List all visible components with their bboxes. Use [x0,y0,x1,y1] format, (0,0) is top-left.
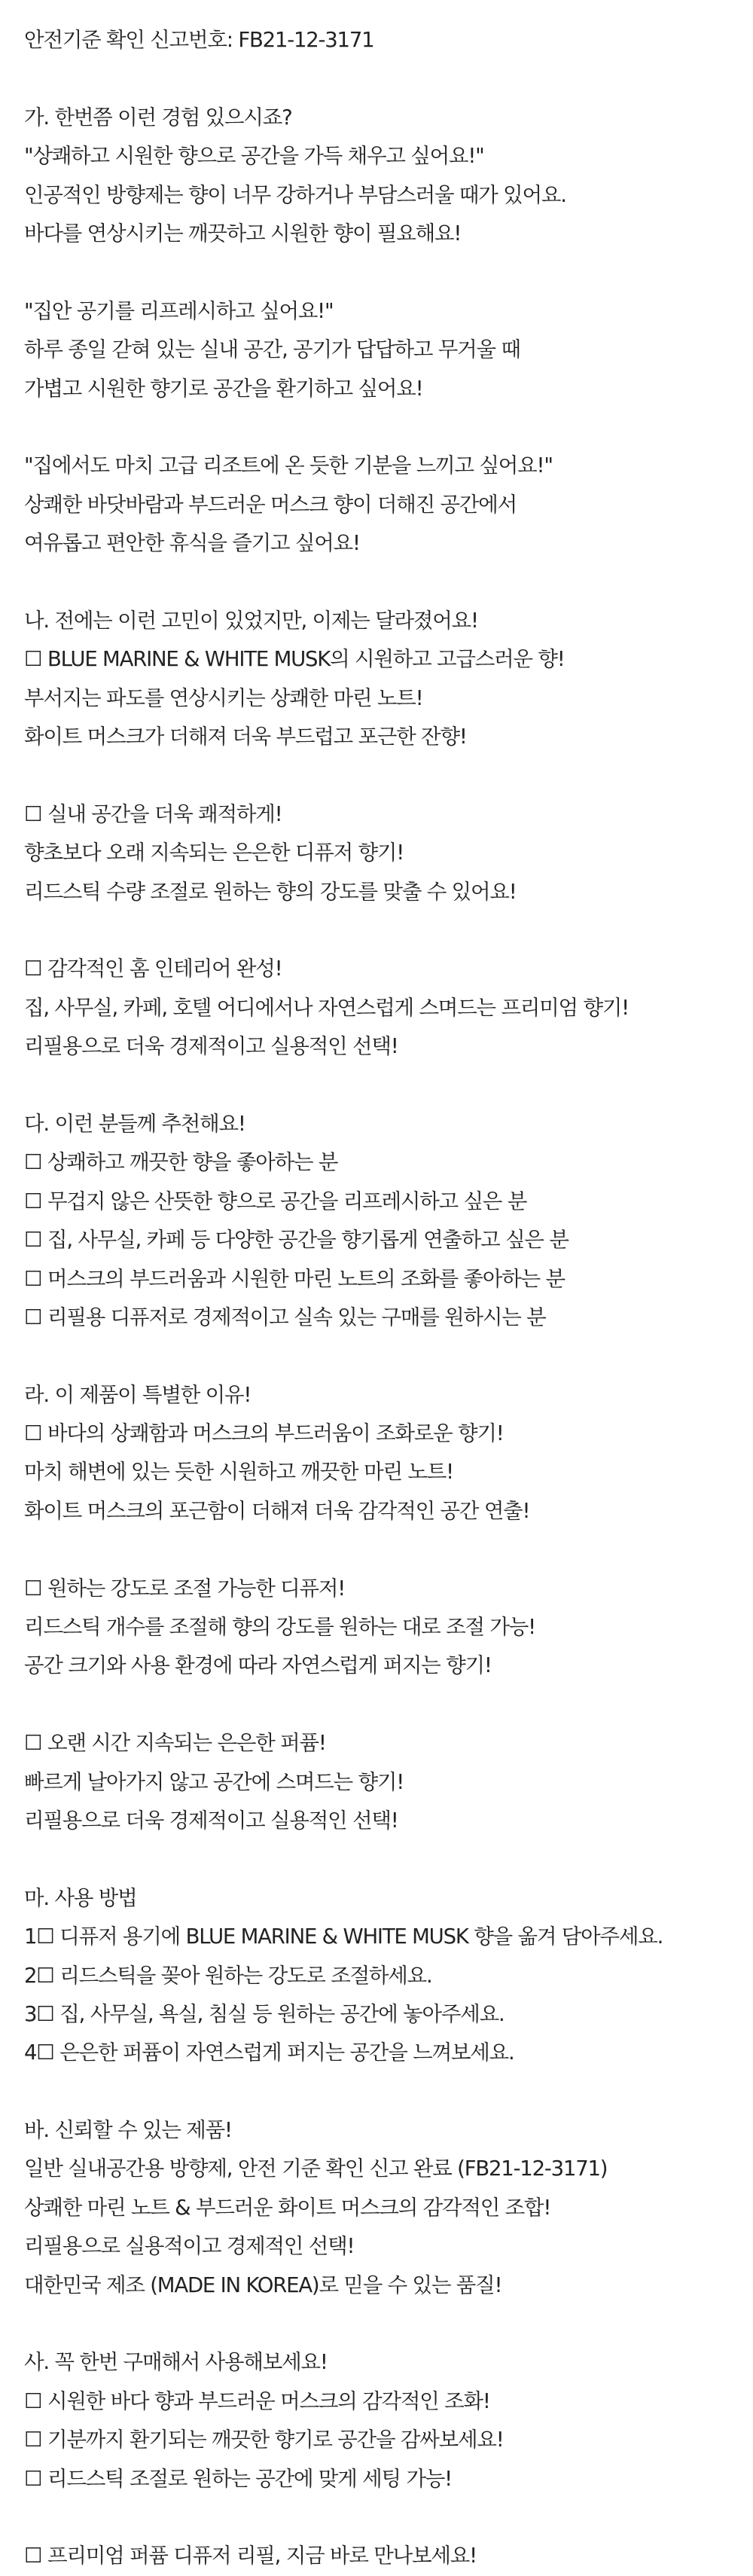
blank-line [24,408,732,447]
text-line: ☐ 리필용 디퓨저로 경제적이고 실속 있는 구매를 원하시는 분 [24,1305,546,1329]
text-line: ☐ 집, 사무실, 카페 등 다양한 공간을 향기롭게 연출하고 싶은 분 [24,1228,569,1253]
text-line: 상쾌한 마린 노트 & 부드러운 화이트 머스크의 감각적인 조합! [24,2195,551,2220]
text-line: 인공적인 방향제는 향이 너무 강하거나 부담스러울 때가 있어요. [24,182,566,207]
text-line: ☐ 기분까지 환기되는 깨끗한 향기로 공간을 감싸보세요! [24,2428,504,2452]
text-line: 2☐ 리드스틱을 꽂아 원하는 강도로 조절하세요. [24,1963,432,1988]
text-line: 대한민국 제조 (MADE IN KOREA)로 믿을 수 있는 품질! [24,2272,502,2297]
blank-line [24,911,732,950]
text-line: ☐ 리드스틱 조절로 원하는 공간에 맞게 세팅 가능! [24,2466,453,2491]
text-line: 빠르게 날아가지 않고 공간에 스며드는 향기! [24,1769,404,1794]
text-line: 라. 이 제품이 특별한 이유! [24,1382,252,1407]
text-line: ☐ 시원한 바다 향과 부드러운 머스크의 감각적인 조화! [24,2388,490,2413]
blank-line [24,60,732,98]
blank-line [24,563,732,601]
text-line: ☐ 원하는 강도로 조절 가능한 디퓨저! [24,1576,346,1601]
text-line: ☐ 프리미엄 퍼퓸 디퓨저 리필, 지금 바로 만나보세요! [24,2544,477,2568]
text-line: 리필용으로 더욱 경제적이고 실용적인 선택! [24,1808,398,1833]
text-line: ☐ 무겁지 않은 산뜻한 향으로 공간을 리프레시하고 싶은 분 [24,1189,527,1213]
text-line: ☐ 상쾌하고 깨끗한 향을 좋아하는 분 [24,1150,338,1175]
text-line: ☐ 오랜 시간 지속되는 은은한 퍼퓸! [24,1731,326,1756]
text-line: 안전기준 확인 신고번호: FB21-12-3171 [24,28,374,52]
text-line: "상쾌하고 시원한 향으로 공간을 가득 채우고 싶어요!" [24,144,484,169]
blank-line [24,2498,732,2537]
text-line: 하루 종일 갇혀 있는 실내 공간, 공기가 답답하고 무거울 때 [24,337,520,362]
text-line: 마. 사용 방법 [24,1885,137,1910]
text-line: 화이트 머스크가 더해져 더욱 부드럽고 포근한 잔향! [24,725,467,749]
blank-line [24,2305,732,2343]
text-line: 리필용으로 더욱 경제적이고 실용적인 선택! [24,1034,398,1059]
text-line: 일반 실내공간용 방향제, 안전 기준 확인 신고 완료 (FB21-12-3171) [24,2156,608,2181]
text-line: 향초보다 오래 지속되는 은은한 디퓨저 향기! [24,841,404,865]
blank-line [24,1686,732,1724]
text-line: ☐ 감각적인 홈 인테리어 완성! [24,957,282,981]
blank-line [24,1337,732,1375]
text-line: 화이트 머스크의 포근함이 더해져 더욱 감각적인 공간 연출! [24,1498,530,1523]
text-line: 사. 꼭 한번 구매해서 사용해보세요! [24,2350,328,2375]
text-line: 리필용으로 실용적이고 경제적인 선택! [24,2234,355,2259]
text-line: ☐ 바다의 상쾌함과 머스크의 부드러움이 조화로운 향기! [24,1421,504,1446]
text-line: 가. 한번쯤 이런 경험 있으시죠? [24,105,292,130]
blank-line [24,1840,732,1879]
text-line: 1☐ 디퓨저 용기에 BLUE MARINE & WHITE MUSK 향을 옮겨 담아주세요. [24,1924,663,1949]
text-line: 상쾌한 바닷바람과 부드러운 머스크 향이 더해진 공간에서 [24,492,517,517]
text-line: 3☐ 집, 사무실, 욕실, 침실 등 원하는 공간에 놓아주세요. [24,2001,505,2026]
blank-line [24,2073,732,2111]
blank-line [24,1067,732,1105]
text-line: 리드스틱 개수를 조절해 향의 강도를 원하는 대로 조절 가능! [24,1615,535,1640]
text-line: 나. 전에는 이런 고민이 있었지만, 이제는 달라졌어요! [24,608,478,633]
text-line: 가볍고 시원한 향기로 공간을 환기하고 싶어요! [24,376,423,401]
text-line: 리드스틱 수량 조절로 원하는 향의 강도를 맞출 수 있어요! [24,879,517,904]
blank-line [24,1531,732,1569]
text-line: 바다를 연상시키는 깨끗하고 시원한 향이 필요해요! [24,221,462,246]
text-line: ☐ 실내 공간을 더욱 쾌적하게! [24,801,282,826]
text-line: 다. 이런 분들께 추천해요! [24,1111,245,1136]
product-description [24,21,732,2576]
text-line: 부서지는 파도를 연상시키는 상쾌한 마린 노트! [24,685,423,710]
text-line: 4☐ 은은한 퍼퓸이 자연스럽게 퍼지는 공간을 느껴보세요. [24,2040,514,2065]
text-line: ☐ BLUE MARINE & WHITE MUSK의 시원하고 고급스러운 향! [24,647,565,672]
text-line: 공간 크기와 사용 환경에 따라 자연스럽게 퍼지는 향기! [24,1653,492,1678]
text-line: 바. 신뢰할 수 있는 제품! [24,2118,232,2143]
blank-line [24,253,732,291]
text-line: ☐ 머스크의 부드러움과 시원한 마린 노트의 조화를 좋아하는 분 [24,1266,565,1291]
text-line: 마치 해변에 있는 듯한 시원하고 깨끗한 마린 노트! [24,1460,453,1485]
text-line: "집안 공기를 리프레시하고 싶어요!" [24,298,334,323]
blank-line [24,756,732,795]
text-line: 집, 사무실, 카페, 호텔 어디에서나 자연스럽게 스며드는 프리미엄 향기! [24,995,629,1020]
text-line: 여유롭고 편안한 휴식을 즐기고 싶어요! [24,531,360,556]
text-line: "집에서도 마치 고급 리조트에 온 듯한 기분을 느끼고 싶어요!" [24,453,553,478]
